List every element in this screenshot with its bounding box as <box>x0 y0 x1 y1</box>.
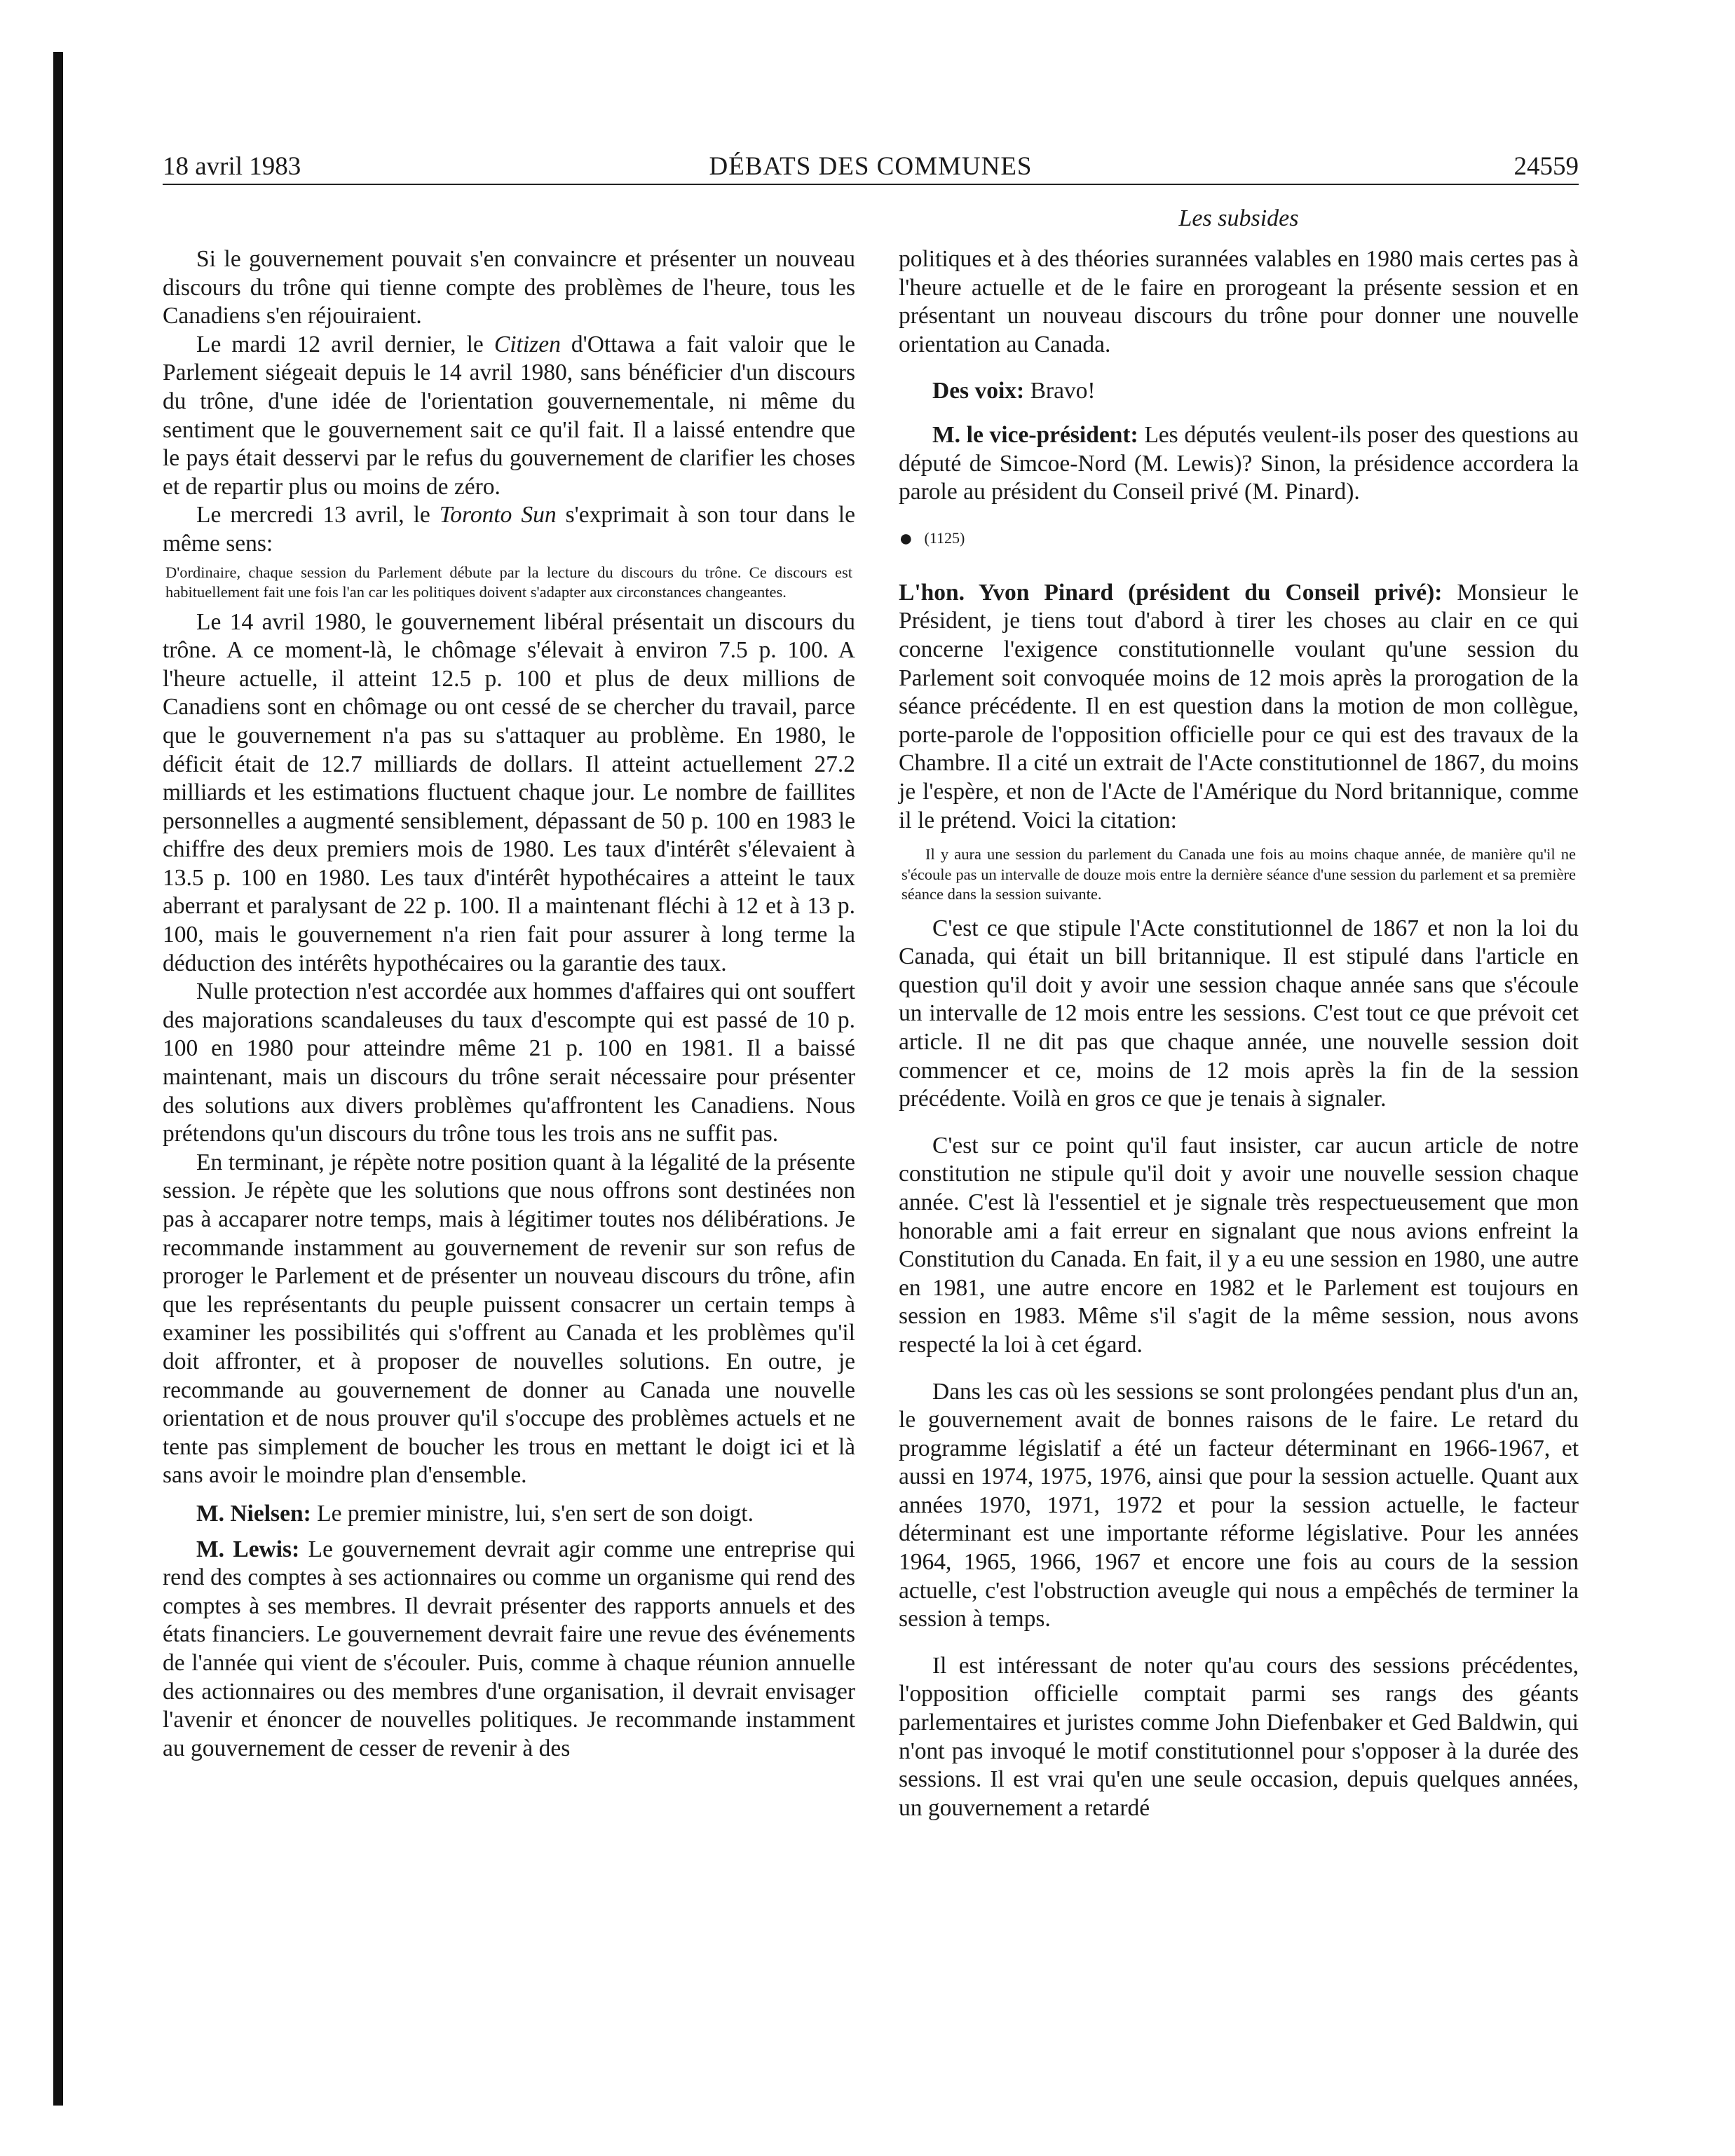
block-quote: Il y aura une session du parlement du Canada une fois au moins chaque année, de manière qu'il ne s'écoule pas un intervalle de douze mois entre la dernière séance d'une session du parlement et sa première séance dans la session suivante. <box>901 845 1576 903</box>
header-rule <box>163 184 1579 185</box>
paragraph <box>899 915 1579 1114</box>
speaker-name: M. Nielsen: <box>196 1500 311 1527</box>
paragraph-text: Il est intéressant de noter qu'au cours des sessions précédentes, l'opposition officielle comptait parmi ses rangs des géants parlementaires et juristes comme John Diefenbaker et Ged Baldwin, qui n'ont pas invoqué le motif constitutionnel pour s'opposer à la durée des sessions. Il est vrai qu'en une seule occasion, depuis quelques années, un gouvernement a retardé <box>899 1652 1579 1821</box>
paragraph <box>163 978 855 1149</box>
time-marker-text: (1125) <box>924 528 965 547</box>
paragraph <box>899 1132 1579 1360</box>
paragraph-text: C'est ce que stipule l'Acte constitutionnel de 1867 et non la loi du Canada, qui était un bill britannique. Il est stipulé dans l'article en question qu'il doit y avoir une session chaque année sans que s'écoule un intervalle de 12 mois entre les sessions. C'est tout ce que prévoit cet article. Il ne dit pas que chaque année, une nouvelle session doit commencer et ce, moins de 12 mois après la fin de la session précédente. Voilà en gros ce que je tenais à signaler. <box>899 915 1579 1112</box>
paragraph-text: En terminant, je répète notre position quant à la légalité de la présente session. Je répète que les solutions que nous offrons sont destinées non pas à accaparer notre temps, mais à légitimer toutes nos délibérations. Je recommande instamment au gouvernement de revenir sur son refus de proroger le Parlement et de présenter un nouveau discours du trône, afin que les représentants du peuple puissent consacrer un certain temps à examiner les possibilités qui s'offrent au Canada et les problèmes qu'il doit affronter, et à proposer de nouvelles solutions. En outre, je recommande au gouvernement de donner au Canada une nouvelle orientation et de nous prouver qu'il s'occupe des problèmes actuels et ne tente pas simplement de boucher les trous en mettant le doigt ici et là sans avoir le moindre plan d'ensemble. <box>163 1149 855 1489</box>
block-quote: D'ordinaire, chaque session du Parlement débute par la lecture du discours du trône. Ce discours est habituellement fait une fois l'an car les politiques doivent s'adapter aux circonstances changeantes. <box>165 563 852 601</box>
paragraph-text: s'exprimait à son tour dans le même sens: <box>163 502 855 557</box>
paragraph-text: d'Ottawa a fait valoir que le Parlement siégeait depuis le 14 avril 1980, sans bénéficier d'un discours du trône, d'une idée de l'orientation gouvernementale, ni même du sentiment que le gouvernement sait ce qu'il fait. Il a laissé entendre que le pays était desservi par le refus du gouvernement de clarifier les choses et de repartir plus ou moins de zéro. <box>163 331 855 500</box>
paragraph-text: Le mardi 12 avril dernier, le <box>196 331 494 357</box>
paragraph <box>163 608 855 978</box>
newspaper-name: Toronto Sun <box>439 502 557 528</box>
paragraph <box>899 1378 1579 1634</box>
paragraph-text: Si le gouvernement pouvait s'en convaincre et présenter un nouveau discours du trône qui tienne compte des problèmes de l'heure, tous les Canadiens s'en réjouiraient. <box>163 246 855 329</box>
paragraph <box>163 331 855 502</box>
paragraph-text: Le 14 avril 1980, le gouvernement libéral présentait un discours du trône. A ce moment-là, le chômage s'élevait à environ 7.5 p. 100. A l'heure actuelle, il atteint 12.5 p. 100 et plus de deux millions de Canadiens sont en chômage ou ont cessé de se chercher du travail, parce que le gouvernement n'a pas su s'attaquer au problème. En 1980, le déficit était de 12.7 milliards de dollars. Il atteint actuellement 27.2 milliards et les estimations fluctuent chaque jour. Le nombre de faillites personnelles a augmenté sensiblement, dépassant de 50 p. 100 en 1983 le chiffre des deux premiers mois de 1980. Les taux d'intérêt s'élevaient à 13.5 p. 100 en 1980. Les taux d'intérêt hypothécaires a atteint le taux aberrant et paralysant de 22 p. 100. Il a maintenant fléchi à 12 et à 13 p. 100, mais le gouvernement n'a rien fait pour assurer à long terme la déduction des intérêts hypothécaires ou la garantie des taux. <box>163 608 855 976</box>
paragraph <box>163 1149 855 1490</box>
speech-text: Le premier ministre, lui, s'en sert de son doigt. <box>311 1500 754 1527</box>
speech <box>163 1536 855 1763</box>
paragraph <box>899 245 1579 359</box>
speech <box>899 421 1579 507</box>
speaker-name: Des voix: <box>932 378 1025 404</box>
time-marker <box>899 525 1579 552</box>
paragraph-text: Dans les cas où les sessions se sont prolongées pendant plus d'un an, le gouvernement avait de bonnes raisons de le faire. Le retard du programme législatif a été un facteur déterminant en 1966-1967, et aussi en 1974, 1975, 1976, ainsi que pour la session actuelle. Quant aux années 1970, 1971, 1972 et pour la session actuelle, le facteur déterminant est une importante réforme législative. Pour les années 1964, 1965, 1966, 1967 et encore une fois au cours de la session actuelle, c'est l'obstruction aveugle qui nous a empêchés de terminer la session à temps. <box>899 1378 1579 1632</box>
running-head: Les subsides <box>1178 205 1299 231</box>
newspaper-name: Citizen <box>494 331 561 357</box>
speech-text: Les députés veulent-ils poser des questions au député de Simcoe-Nord (M. Lewis)? Sinon, la présidence accordera la parole au président du Conseil privé (M. Pinard). <box>899 421 1579 505</box>
speech <box>163 1500 855 1529</box>
paragraph <box>163 245 855 331</box>
paragraph-text: Nulle protection n'est accordée aux hommes d'affaires qui ont souffert des majorations scandaleuses du taux d'escompte qui est passé de 10 p. 100 en 1980 pour atteindre même 21 p. 100 en 1981. Il a baissé maintenant, mais un discours du trône serait nécessaire pour présenter des solutions aux divers problèmes qu'affrontent les Canadiens. Nous prétendons qu'un discours du trône tous les trois ans ne suffit pas. <box>163 978 855 1147</box>
speaker-name: M. Lewis: <box>196 1536 300 1562</box>
paragraph-text: politiques et à des théories surannées valables en 1980 mais certes pas à l'heure actuelle et de le faire en prorogeant la présente session et en présentant un nouveau discours du trône pour donner une nouvelle orientation au Canada. <box>899 246 1579 357</box>
speech-text: Monsieur le Président, je tiens tout d'abord à tirer les choses au clair en ce qui concerne l'exigence constitutionnelle voulant qu'une session du Parlement soit convoquée moins de 12 mois après la prorogation de la séance précédente. Il en est question dans la motion de mon collègue, porte-parole de l'opposition officielle pour ce qui est des travaux de la Chambre. Il a cité un extrait de l'Acte constitutionnel de 1867, du moins je l'espère, et non de l'Acte de l'Amérique du Nord britannique, comme il le prétend. Voici la citation: <box>899 579 1579 833</box>
header-page-number: 24559 <box>1513 152 1579 181</box>
bullet-icon: ● <box>899 525 913 552</box>
header-date: 18 avril 1983 <box>163 152 301 181</box>
paragraph-text: Le mercredi 13 avril, le <box>196 502 440 528</box>
right-column <box>899 245 1579 2075</box>
paragraph-text: C'est sur ce point qu'il faut insister, car aucun article de notre constitution ne stipule qu'il doit y avoir une nouvelle session chaque année. C'est là l'essentiel et je signale très respectueusement que mon honorable ami a fait erreur en signalant que nous avions enfreint la Constitution du Canada. En fait, il y a eu une session en 1980, une autre en 1981, une autre encore en 1982 et le Parlement est toujours en session en 1983. Même s'il s'agit de la même session, nous avons respecté la loi à cet égard. <box>899 1132 1579 1358</box>
left-column <box>163 245 855 2075</box>
speech-text: Le gouvernement devrait agir comme une entreprise qui rend des comptes à ses actionnaires ou comme un organisme qui rend des comptes à ses membres. Il devrait présenter des rapports annuels et des états financiers. Le gouvernement devrait faire une revue des événements de l'année qui vient de s'écouler. Puis, comme à chaque réunion annuelle des actionnaires ou des membres d'une organisation, il devrait envisager l'avenir et énoncer de nouvelles politiques. Je recommande instamment au gouvernement de cesser de revenir à des <box>163 1536 855 1761</box>
speech-text: Bravo! <box>1024 378 1096 404</box>
page-header <box>163 150 1579 184</box>
speech <box>899 377 1579 406</box>
paragraph <box>163 501 855 558</box>
paragraph <box>899 1652 1579 1823</box>
header-title: DÉBATS DES COMMUNES <box>709 152 1033 181</box>
speaker-name: L'hon. Yvon Pinard (président du Conseil privé): <box>899 579 1443 606</box>
speech <box>899 579 1579 835</box>
speaker-name: M. le vice-président: <box>932 421 1138 448</box>
